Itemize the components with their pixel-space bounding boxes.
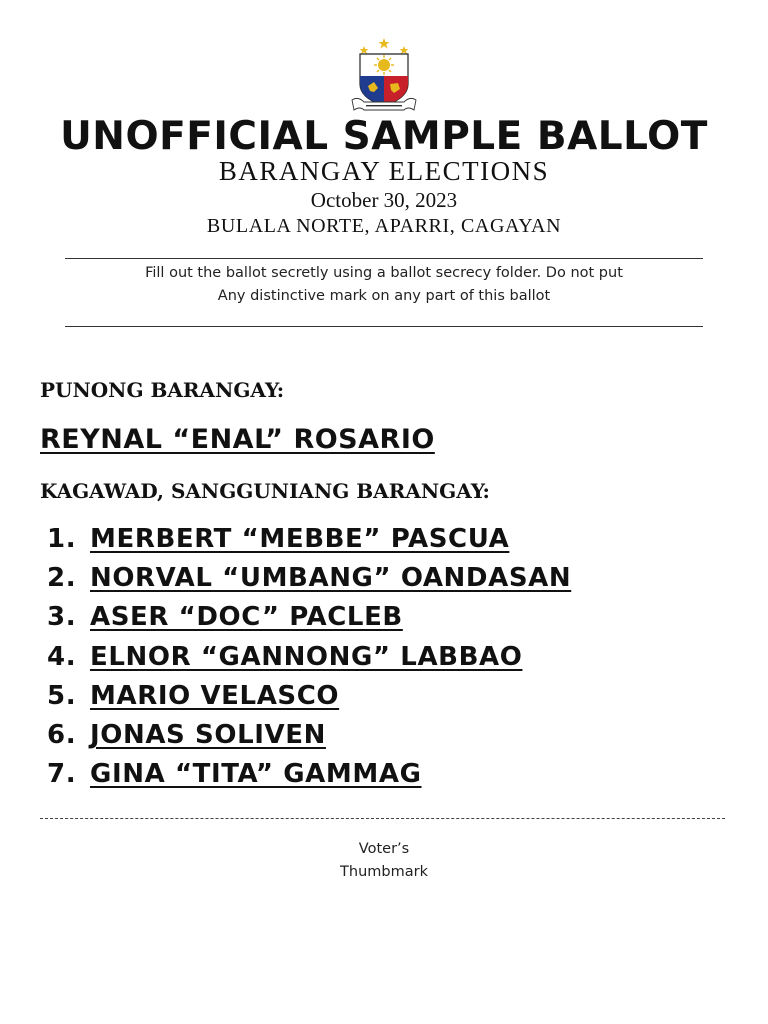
list-item [47, 524, 571, 563]
election-subtitle: BARANGAY ELECTIONS [218, 156, 550, 186]
candidate-number: 6. [47, 719, 77, 750]
candidate-number: 4. [47, 641, 77, 672]
divider-top [65, 258, 703, 259]
list-item [47, 759, 571, 798]
ballot-title: UNOFFICIAL SAMPLE BALLOT [60, 114, 708, 159]
list-item [47, 563, 571, 602]
election-location: BULALA NORTE, APARRI, CAGAYAN [206, 215, 562, 237]
candidate-name: ELNOR “GANNONG” LABBAO [90, 641, 523, 672]
thumbmark-label-line-2: Thumbmark [340, 864, 428, 880]
candidate-name: MERBERT “MEBBE” PASCUA [90, 524, 510, 554]
candidate-number: 5. [47, 680, 77, 711]
instruction-line-2: Any distinctive mark on any part of this ballot [217, 288, 551, 304]
divider-bottom [65, 326, 703, 327]
kagawad-candidate-list [47, 524, 571, 798]
instruction-line-1: Fill out the ballot secretly using a ballot secrecy folder. Do not put [145, 265, 623, 281]
list-item [47, 642, 571, 681]
punong-barangay-label: PUNONG BARANGAY: [40, 378, 285, 402]
philippine-coat-of-arms-icon [344, 36, 424, 114]
candidate-number: 2. [47, 563, 77, 594]
punong-barangay-candidate: REYNAL “ENAL” ROSARIO [40, 424, 435, 455]
kagawad-label: KAGAWAD, SANGGUNIANG BARANGAY: [40, 479, 490, 503]
candidate-name: GINA “TITA” GAMMAG [90, 759, 422, 790]
candidate-number: 3. [47, 602, 77, 633]
candidate-number: 1. [47, 524, 77, 554]
cut-line-divider [40, 818, 725, 819]
candidate-name: JONAS SOLIVEN [90, 719, 326, 750]
candidate-name: ASER “DOC” PACLEB [90, 602, 403, 633]
candidate-name: NORVAL “UMBANG” OANDASAN [90, 563, 572, 594]
candidate-number: 7. [47, 759, 77, 790]
seal-graphic [344, 36, 424, 114]
list-item [47, 720, 571, 759]
election-date: October 30, 2023 [310, 188, 458, 212]
thumbmark-label-line-1: Voter’s [358, 841, 410, 857]
candidate-name: MARIO VELASCO [90, 680, 340, 711]
list-item [47, 602, 571, 641]
list-item [47, 681, 571, 720]
